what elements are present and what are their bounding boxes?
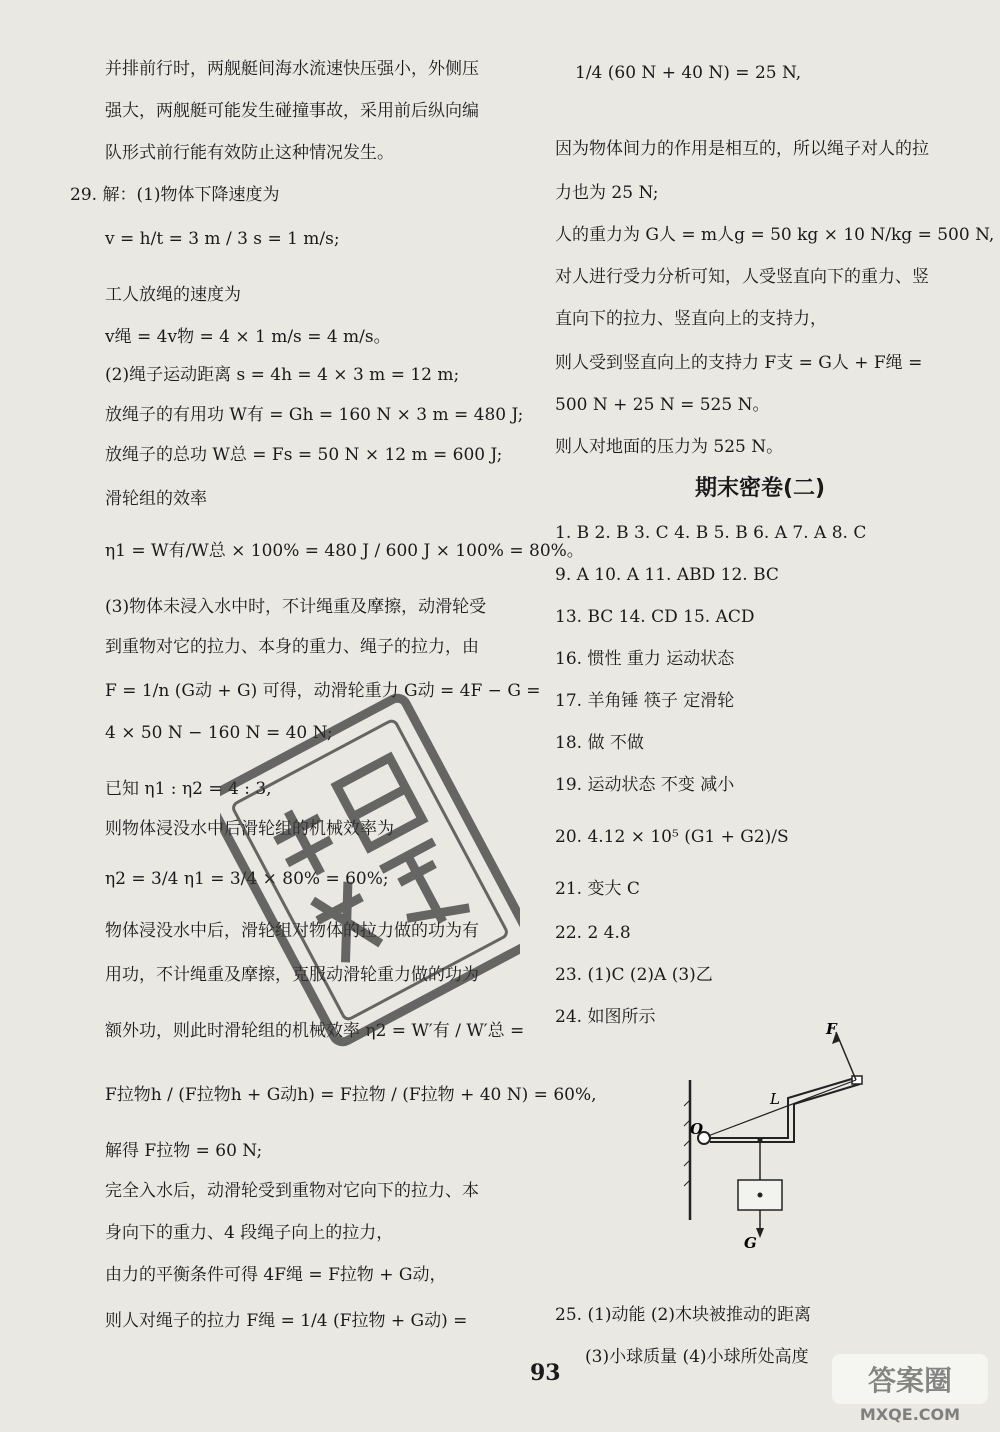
library-stamp (220, 690, 520, 1050)
answer-line: 18. 做 不做 (555, 733, 644, 753)
label-F: F (826, 1020, 837, 1038)
label-L: L (770, 1090, 780, 1108)
text-line: 对人进行受力分析可知，人受竖直向下的重力、竖 (555, 267, 929, 287)
answer-line: (3)小球质量 (4)小球所处高度 (585, 1347, 809, 1367)
answer-line: 17. 羊角锤 筷子 定滑轮 (555, 691, 735, 711)
text-line: 强大，两舰艇可能发生碰撞事故，采用前后纵向编 (105, 101, 479, 121)
text-line: 则物体浸没水中后滑轮组的机械效率为 (105, 819, 394, 839)
formula-line: η1 = W有/W总 × 100% = 480 J / 600 J × 100% = 80%。 (105, 541, 584, 561)
text-line: 队形式前行能有效防止这种情况发生。 (105, 143, 394, 163)
formula-line: 额外功，则此时滑轮组的机械效率 η2 = W′有 / W′总 = (105, 1021, 525, 1041)
text-line: 则人对地面的压力为 525 N。 (555, 437, 784, 457)
formula-line: 则人对绳子的拉力 F绳 = 1/4 (F拉物 + G动) = (105, 1311, 468, 1331)
text-line: 由力的平衡条件可得 4F绳 = F拉物 + G动， (105, 1265, 447, 1285)
formula-line: v = h/t = 3 m / 3 s = 1 m/s; (105, 229, 340, 249)
answer-line: 1. B 2. B 3. C 4. B 5. B 6. A 7. A 8. C (555, 523, 867, 543)
formula-line: F = 1/n (G动 + G) 可得，动滑轮重力 G动 = 4F − G = (105, 681, 541, 701)
text-line: 力也为 25 N; (555, 183, 659, 203)
svg-text:MXQE.COM: MXQE.COM (859, 1405, 961, 1424)
text-line: 放绳子的有用功 W有 = Gh = 160 N × 3 m = 480 J; (105, 405, 524, 425)
text-line: (2)绳子运动距离 s = 4h = 4 × 3 m = 12 m; (105, 365, 460, 385)
question-29: 29. 解：(1)物体下降速度为 (70, 185, 280, 205)
label-O: O (690, 1120, 704, 1138)
label-G: G (744, 1234, 757, 1250)
answer-line: 24. 如图所示 (555, 1007, 656, 1027)
lever-end (852, 1076, 862, 1084)
text-line: 身向下的重力、4 段绳子向上的拉力， (105, 1223, 394, 1243)
formula-line: η2 = 3/4 η1 = 3/4 × 80% = 60%; (105, 869, 389, 889)
text-line: 直向下的拉力、竖直向上的支持力， (555, 309, 827, 329)
corner-watermark (830, 1352, 990, 1424)
svg-text:答案圈: 答案圈 (867, 1364, 953, 1397)
answer-line: 16. 惯性 重力 运动状态 (555, 649, 735, 669)
text-line: 放绳子的总功 W总 = Fs = 50 N × 12 m = 600 J; (105, 445, 503, 465)
text-line: 完全入水后，动滑轮受到重物对它向下的拉力、本 (105, 1181, 479, 1201)
bent-lever (710, 1084, 860, 1142)
text-line: 500 N + 25 N = 525 N。 (555, 395, 770, 415)
answer-line: 13. BC 14. CD 15. ACD (555, 607, 755, 627)
text-line: 已知 η1 : η2 = 4 : 3, (105, 779, 272, 799)
center-of-gravity (758, 1193, 763, 1198)
lever-arm-line (708, 1080, 856, 1136)
text-line: (3)物体未浸入水中时，不计绳重及摩擦，动滑轮受 (105, 597, 487, 617)
text-line: 并排前行时，两舰艇间海水流速快压强小，外侧压 (105, 59, 479, 79)
text-line: 解得 F拉物 = 60 N; (105, 1141, 263, 1161)
formula-line: 4 × 50 N − 160 N = 40 N; (105, 723, 333, 743)
answer-line: 20. 4.12 × 10⁵ (G1 + G2)/S (555, 827, 789, 847)
formula-line: 1/4 (60 N + 40 N) = 25 N, (575, 63, 802, 83)
formula-line: F拉物h / (F拉物h + G动h) = F拉物 / (F拉物 + 40 N) = 60%, (105, 1085, 597, 1105)
text-line: 工人放绳的速度为 (105, 285, 241, 305)
text-line: 因为物体间力的作用是相互的，所以绳子对人的拉 (555, 139, 929, 159)
answer-line: 25. (1)动能 (2)木块被推动的距离 (555, 1305, 812, 1325)
lever-diagram (680, 1020, 880, 1250)
section-title: 期末密卷(二) (695, 476, 826, 501)
answer-line: 22. 2 4.8 (555, 923, 631, 943)
text-line: 用功，不计绳重及摩擦，克服动滑轮重力做的功为 (105, 965, 479, 985)
gravity-arrow-head (756, 1228, 764, 1238)
text-line: 到重物对它的拉力、本身的重力、绳子的拉力，由 (105, 637, 479, 657)
answer-line: 21. 变大 C (555, 879, 640, 899)
text-line: 物体浸没水中后，滑轮组对物体的拉力做的功为有 (105, 921, 479, 941)
answer-line: 9. A 10. A 11. ABD 12. BC (555, 565, 779, 585)
text-line: 人的重力为 G人 = m人g = 50 kg × 10 N/kg = 500 N, (555, 225, 995, 245)
answer-line: 19. 运动状态 不变 减小 (555, 775, 735, 795)
hanging-point (758, 1138, 763, 1143)
page-number: 93 (530, 1360, 561, 1386)
text-line: 滑轮组的效率 (105, 489, 207, 509)
text-line: 则人受到竖直向上的支持力 F支 = G人 + F绳 = (555, 353, 923, 373)
answer-line: 23. (1)C (2)A (3)乙 (555, 965, 713, 985)
formula-line: v绳 = 4v物 = 4 × 1 m/s = 4 m/s。 (105, 327, 391, 347)
